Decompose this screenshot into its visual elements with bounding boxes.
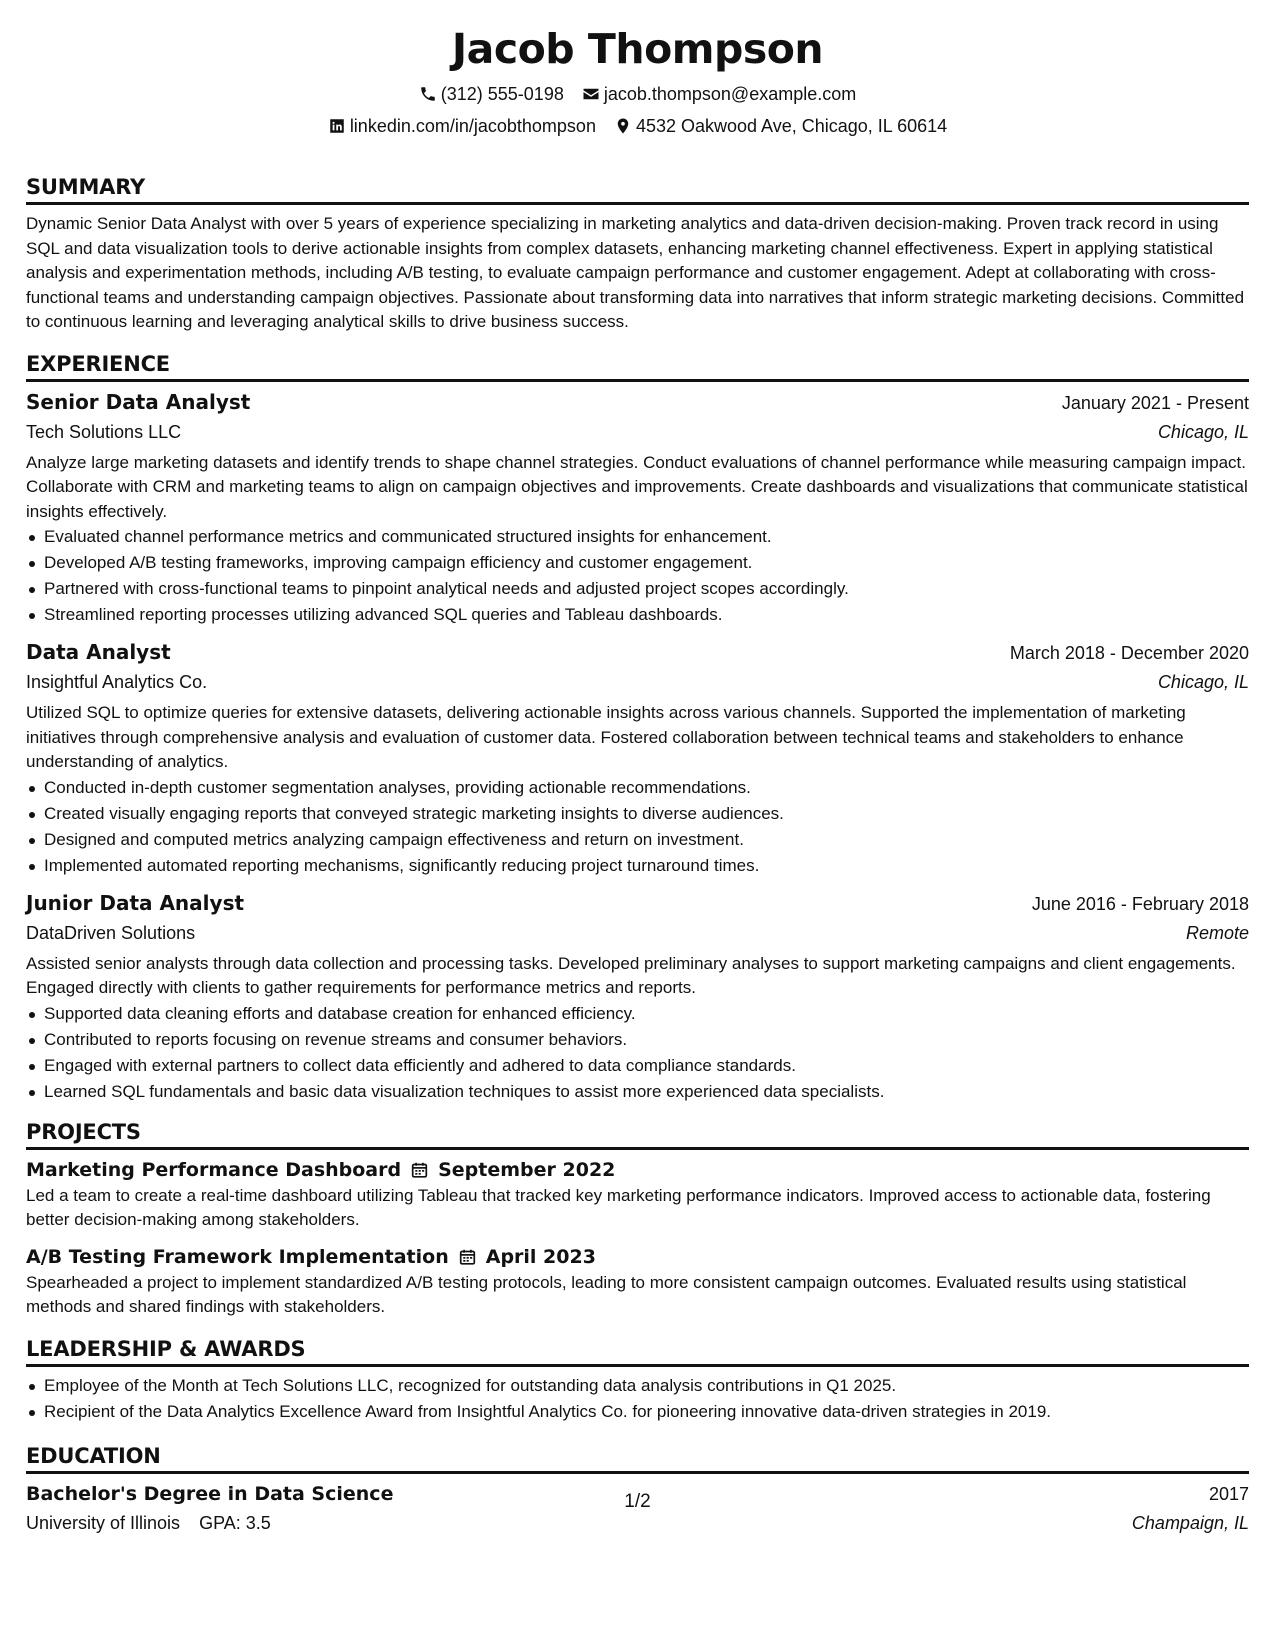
list-item: Streamlined reporting processes utilizing advanced SQL queries and Tableau dashboards. bbox=[26, 602, 1249, 628]
education-heading: EDUCATION bbox=[26, 1443, 1249, 1474]
projects-section bbox=[26, 1119, 1249, 1320]
job-company: Insightful Analytics Co. bbox=[26, 672, 208, 692]
leadership-section bbox=[26, 1336, 1249, 1425]
gpa: GPA: 3.5 bbox=[199, 1512, 271, 1533]
experience-section bbox=[26, 351, 1249, 1105]
list-item: Conducted in-depth customer segmentation analyses, providing actionable recommendations. bbox=[26, 775, 1249, 801]
school-name: University of Illinois bbox=[26, 1512, 181, 1533]
list-item: Designed and computed metrics analyzing campaign effectiveness and return on investment. bbox=[26, 827, 1249, 853]
list-item: Supported data cleaning efforts and database creation for enhanced efficiency. bbox=[26, 1001, 1249, 1027]
calendar-icon bbox=[459, 1248, 476, 1266]
phone-icon bbox=[419, 85, 437, 103]
linkedin-contact[interactable] bbox=[328, 115, 596, 137]
calendar-icon bbox=[411, 1161, 428, 1179]
envelope-icon bbox=[582, 85, 600, 103]
phone-number: (312) 555-0198 bbox=[440, 84, 564, 104]
phone-contact bbox=[419, 83, 564, 105]
job-header-row bbox=[26, 638, 1249, 667]
job-dates: June 2016 - February 2018 bbox=[1031, 893, 1249, 914]
summary-section bbox=[26, 174, 1249, 335]
job-dates: March 2018 - December 2020 bbox=[1009, 643, 1249, 663]
degree-name: Bachelor's Degree in Data Science bbox=[26, 1482, 394, 1505]
job-company-row bbox=[26, 417, 1249, 447]
graduation-year: 2017 bbox=[1208, 1483, 1249, 1504]
list-item: Recipient of the Data Analytics Excellence Award from Insightful Analytics Co. for pioneering innovative data-driven strategies in 2019. bbox=[26, 1399, 1249, 1425]
project-title-row bbox=[26, 1156, 1249, 1184]
address-text: 4532 Oakwood Ave, Chicago, IL 60614 bbox=[635, 116, 948, 136]
list-item: Contributed to reports focusing on revenue streams and consumer behaviors. bbox=[26, 1027, 1249, 1053]
job-company-row bbox=[26, 667, 1249, 697]
job-company: DataDriven Solutions bbox=[26, 922, 196, 943]
list-item: Engaged with external partners to collect data efficiently and adhered to data compliance standards. bbox=[26, 1053, 1249, 1079]
experience-heading: EXPERIENCE bbox=[26, 351, 1249, 382]
job-location: Chicago, IL bbox=[1157, 421, 1249, 442]
project-date: September 2022 bbox=[438, 1158, 616, 1181]
job-entry bbox=[26, 638, 1249, 879]
job-entry bbox=[26, 889, 1249, 1105]
resume-header bbox=[26, 26, 1249, 137]
project-entry bbox=[26, 1156, 1249, 1233]
summary-text: Dynamic Senior Data Analyst with over 5 years of experience specializing in marketing analytics and data-driven decision-making. Proven track record in using SQL and data visualization tools to derive actionable insights from complex datasets, enhancing marketing channel effectiveness. Expert in applying statistical analysis and experimentation methods, including A/B testing, to evaluate campaign performance and customer engagement. Adept at collaborating with cross-functional teams and understanding campaign objectives. Passionate about transforming data into narratives that inform strategic marketing decisions. Committed to continuous learning and leveraging analytical skills to drive business success. bbox=[26, 214, 1245, 331]
list-item: Partnered with cross-functional teams to pinpoint analytical needs and adjusted project scopes accordingly. bbox=[26, 576, 1249, 602]
leadership-bullets bbox=[26, 1373, 1249, 1425]
job-header-row bbox=[26, 889, 1249, 918]
project-description: Spearheaded a project to implement standardized A/B testing protocols, leading to more consistent campaign outcomes. Evaluated results using statistical methods and shared findings with stakeholders. bbox=[26, 1272, 1187, 1316]
list-item: Learned SQL fundamentals and basic data visualization techniques to assist more experienced data specialists. bbox=[26, 1079, 1249, 1105]
list-item: Evaluated channel performance metrics and communicated structured insights for enhancement. bbox=[26, 524, 1249, 550]
contact-line-2 bbox=[26, 115, 1249, 137]
project-description: Led a team to create a real-time dashboard utilizing Tableau that tracked key marketing performance indicators. Improved access to actionable data, fostering better decision-making among stakeholders. bbox=[26, 1185, 1211, 1229]
education-section bbox=[26, 1443, 1249, 1538]
job-entry bbox=[26, 388, 1249, 629]
project-entry bbox=[26, 1243, 1249, 1320]
projects-heading: PROJECTS bbox=[26, 1119, 1249, 1150]
school-location: Champaign, IL bbox=[1131, 1512, 1249, 1533]
page-number: 1/2 bbox=[624, 1491, 651, 1512]
address-contact bbox=[614, 115, 947, 137]
job-title: Senior Data Analyst bbox=[26, 389, 251, 414]
project-name: A/B Testing Framework Implementation bbox=[26, 1245, 449, 1268]
summary-heading: SUMMARY bbox=[26, 174, 1249, 205]
linkedin-icon bbox=[328, 117, 346, 135]
project-date: April 2023 bbox=[485, 1245, 596, 1268]
job-description: Utilized SQL to optimize queries for extensive datasets, delivering actionable insights across various channels. Supported the implementation of marketing initiatives through comprehensive analysis and evaluation of customer data. Fostered collaboration between technical teams and stakeholders to enhance understanding of analytics. bbox=[26, 703, 1186, 771]
job-description: Assisted senior analysts through data collection and processing tasks. Developed preliminary analyses to support marketing campaigns and client engagements. Engaged directly with clients to gather requirements for performance metrics and reports. bbox=[26, 953, 1236, 997]
candidate-name: Jacob Thompson bbox=[451, 25, 824, 73]
leadership-heading: LEADERSHIP & AWARDS bbox=[26, 1336, 1249, 1367]
job-title: Junior Data Analyst bbox=[26, 890, 245, 915]
job-bullets bbox=[26, 524, 1249, 628]
email-contact[interactable] bbox=[582, 83, 856, 105]
job-company: Tech Solutions LLC bbox=[26, 421, 182, 442]
job-description: Analyze large marketing datasets and identify trends to shape channel strategies. Conduct evaluations of channel performance while measuring campaign impact. Collaborate with CRM and marketing teams to align on campaign objectives and improvements. Create dashboards and visualizations that communicate statistical insights effectively. bbox=[26, 452, 1248, 521]
map-pin-icon bbox=[614, 117, 632, 135]
email-link[interactable]: jacob.thompson@example.com bbox=[603, 84, 857, 104]
list-item: Created visually engaging reports that conveyed strategic marketing insights to diverse audiences. bbox=[26, 801, 1249, 827]
linkedin-link[interactable]: linkedin.com/in/jacobthompson bbox=[349, 116, 596, 136]
job-company-row bbox=[26, 918, 1249, 948]
list-item: Employee of the Month at Tech Solutions LLC, recognized for outstanding data analysis contributions in Q1 2025. bbox=[26, 1373, 1249, 1399]
job-dates: January 2021 - Present bbox=[1061, 392, 1249, 413]
job-title: Data Analyst bbox=[26, 640, 171, 664]
job-location: Remote bbox=[1185, 922, 1249, 943]
resume-content bbox=[26, 0, 1249, 1538]
job-bullets bbox=[26, 775, 1249, 879]
job-location: Chicago, IL bbox=[1157, 672, 1249, 692]
project-name: Marketing Performance Dashboard bbox=[26, 1158, 402, 1181]
project-title-row bbox=[26, 1243, 1249, 1271]
list-item: Developed A/B testing frameworks, improving campaign efficiency and customer engagement. bbox=[26, 550, 1249, 576]
list-item: Implemented automated reporting mechanisms, significantly reducing project turnaround times. bbox=[26, 853, 1249, 879]
job-header-row bbox=[26, 388, 1249, 417]
contact-line-1 bbox=[26, 83, 1249, 105]
job-bullets bbox=[26, 1001, 1249, 1105]
